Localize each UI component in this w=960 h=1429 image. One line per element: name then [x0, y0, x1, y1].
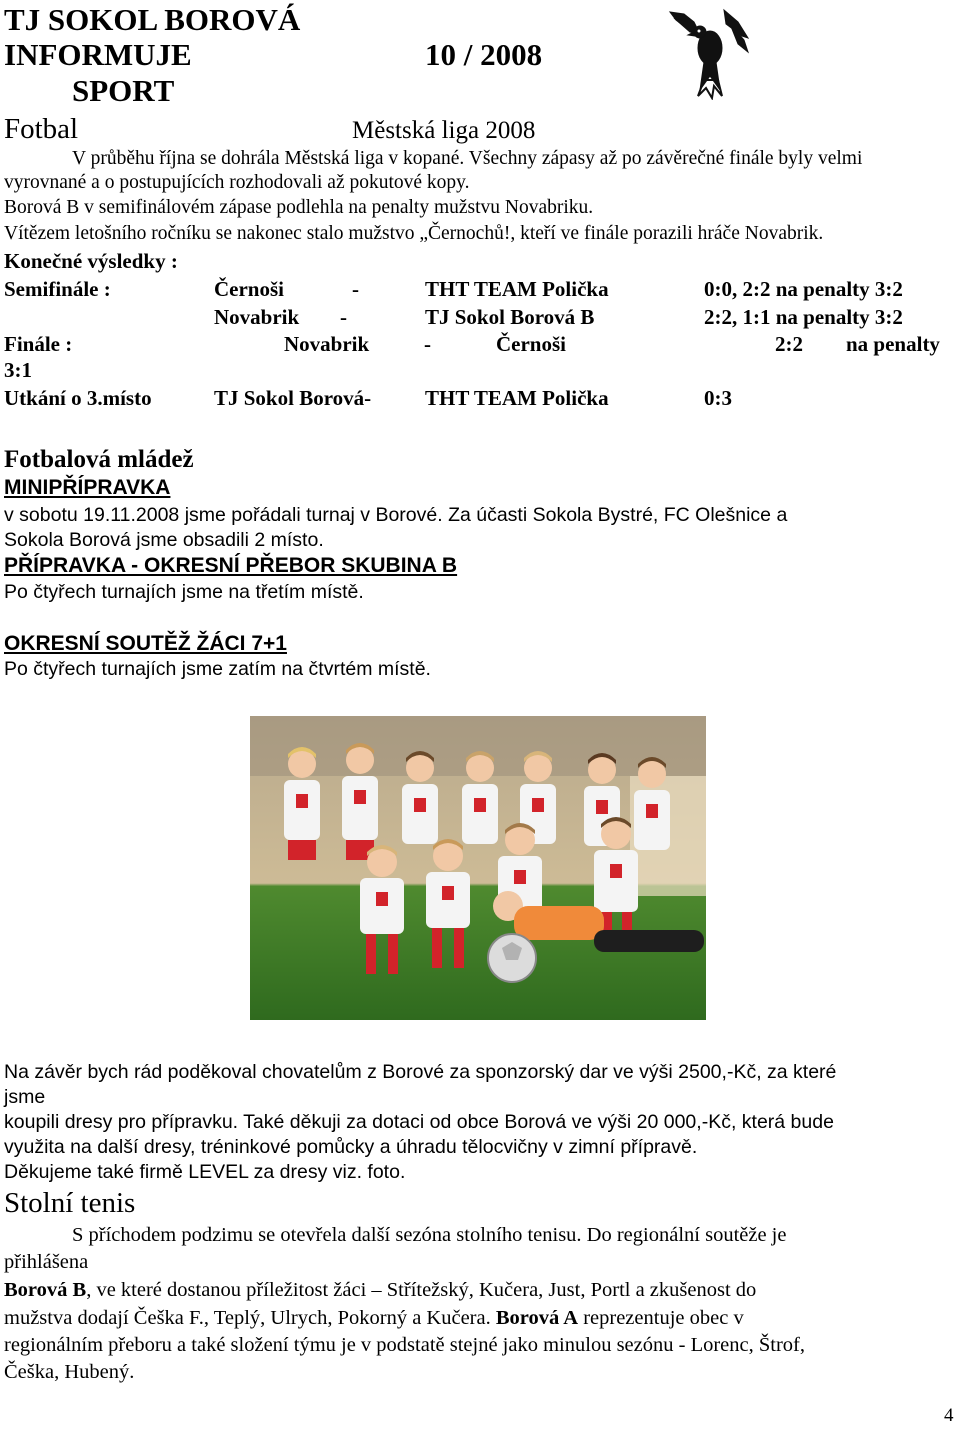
tt-line-pre: mužstva dodají Češka F., Teplý, Ulrych, Pokorný a Kučera. — [4, 1307, 496, 1329]
thanks-line: Děkujeme také firmě LEVEL za dresy viz. foto. — [4, 1161, 406, 1183]
tt-line: S příchodem podzimu se otevřela další sezóna stolního tenisu. Do regionální soutěže je — [72, 1224, 787, 1246]
eagle-logo-icon — [664, 4, 754, 100]
mini-line: v sobotu 19.11.2008 jsme pořádali turnaj v Borové. Za účasti Sokola Bystré, FC Olešnice a — [4, 504, 788, 526]
district-line: Po čtyřech turnajích jsme zatím na čtvrtém místě. — [4, 658, 431, 680]
results-title: Konečné výsledky : — [4, 249, 178, 273]
mini-line: Sokola Borová jsme obsadili 2 místo. — [4, 529, 324, 551]
final-dash: - — [424, 332, 431, 356]
thanks-line: koupili dresy pro přípravku. Také děkuji za dotaci od obce Borová ve výši 20 000,-Kč, která bude — [4, 1111, 834, 1133]
intro-line: vyrovnané a o postupujících rozhodovali až pokutové kopy. — [4, 172, 470, 193]
page-number: 4 — [944, 1405, 954, 1426]
semi1-home: Černoši — [214, 277, 284, 301]
tt-line: přihlášena — [4, 1251, 89, 1273]
final-score: 2:2 — [775, 332, 803, 356]
third-place-label: Utkání o 3.místo — [4, 386, 152, 410]
intro-line: Vítězem letošního ročníku se nakonec stalo mužstvo „Černochů!, kteří ve finále porazili hráče Novabrik. — [4, 223, 824, 244]
tt-line-rest: , ve které dostanou příležitost žáci – Střítežský, Kučera, Just, Portl a zkušenost do — [86, 1279, 757, 1301]
minipripravka-title: MINIPŘÍPRAVKA — [4, 476, 171, 499]
section-sport: SPORT — [72, 73, 175, 108]
semifinal-label: Semifinále : — [4, 277, 111, 301]
thanks-line: Na závěr bych rád poděkoval chovatelům z Borové za sponzorský dar ve výši 2500,-Kč, za které — [4, 1061, 837, 1083]
district-title: OKRESNÍ SOUTĚŽ ŽÁCI 7+1 — [4, 632, 287, 655]
thanks-line: jsme — [4, 1086, 46, 1108]
third-score: 0:3 — [704, 386, 732, 410]
semi1-score: 0:0, 2:2 na penalty 3:2 — [704, 277, 903, 301]
pripravka-title: PŘÍPRAVKA - OKRESNÍ PŘEBOR SKUBINA B — [4, 554, 458, 577]
semi2-home: Novabrik — [214, 305, 300, 329]
org-name: TJ SOKOL BOROVÁ — [4, 2, 301, 37]
team-borova-a: Borová A — [495, 1307, 579, 1329]
issue-number: 10 / 2008 — [425, 37, 543, 72]
final-away: Černoši — [496, 332, 566, 356]
tt-line: regionálním přeboru a také složení týmu je v podstatě stejné jako minulou sezónu - Lorenc, Štrof, — [4, 1334, 805, 1356]
league-title: Městská liga 2008 — [352, 117, 536, 144]
intro-line: V průběhu října se dohrála Městská liga v kopané. Všechny zápasy až po závěrečné finále byly velmi — [72, 148, 863, 169]
tt-line-rest: reprezentuje obec v — [578, 1307, 744, 1329]
semi1-dash: - — [352, 277, 359, 301]
third-home: TJ Sokol Borová- — [214, 386, 372, 410]
third-away: THT TEAM Polička — [425, 386, 609, 410]
final-penalty-score: 3:1 — [4, 358, 32, 382]
tt-line: Češka, Hubený. — [4, 1361, 135, 1383]
final-home: Novabrik — [284, 332, 370, 356]
team-photo — [250, 716, 706, 1020]
section-title-football: Fotbal — [4, 113, 79, 145]
thanks-line: využita na další dresy, tréninkové pomůcky a úhradu tělocvičny v zimní přípravě. — [4, 1136, 698, 1158]
semi2-dash: - — [340, 305, 347, 329]
informuje-label: INFORMUJE — [4, 37, 192, 72]
semi1-away: THT TEAM Polička — [425, 277, 609, 301]
pripravka-line: Po čtyřech turnajích jsme na třetím místě. — [4, 581, 364, 603]
semi2-away: TJ Sokol Borová B — [425, 305, 595, 329]
semi2-score: 2:2, 1:1 na penalty 3:2 — [704, 305, 903, 329]
section-title-table-tennis: Stolní tenis — [4, 1187, 136, 1219]
youth-title: Fotbalová mládež — [4, 446, 194, 473]
tt-line — [4, 1306, 744, 1330]
team-borova-b: Borová B — [4, 1279, 87, 1301]
intro-line: Borová B v semifinálovém zápase podlehla na penalty mužstvu Novabriku. — [4, 197, 594, 218]
final-penalty-label: na penalty — [846, 332, 940, 356]
tt-line — [4, 1278, 756, 1302]
final-label: Finále : — [4, 332, 73, 356]
